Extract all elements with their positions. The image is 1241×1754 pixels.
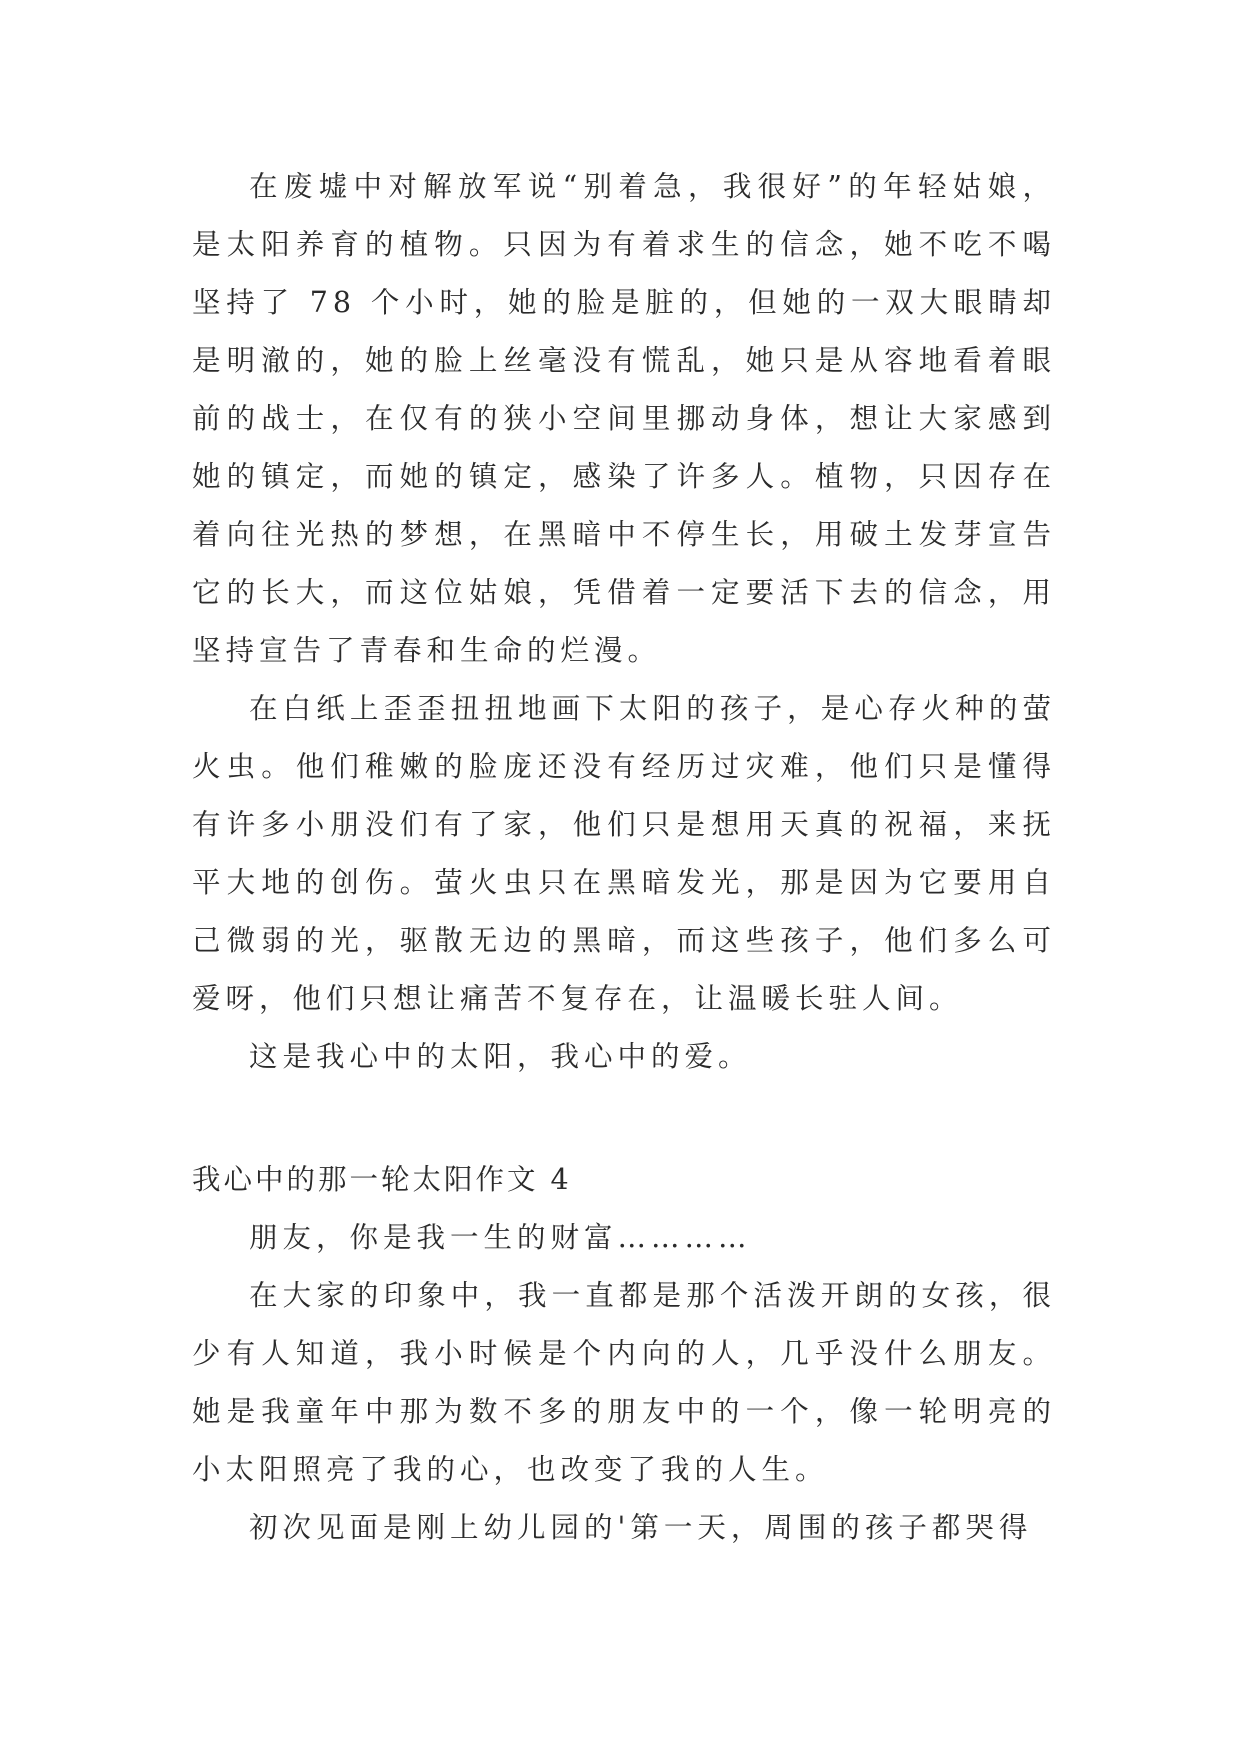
- paragraph-friend-opening: 朋友，你是我一生的财富…………: [249, 1221, 752, 1254]
- paragraph-closing-line: 这是我心中的太阳，我心中的爱。: [249, 1040, 752, 1073]
- paragraph-children-drawings: 在白纸上歪歪扭扭地画下太阳的孩子，是心存火种的萤火虫。他们稚嫩的脸庞还没有经历过灾难，他们只是懂得有许多小朋没们有了家，他们只是想用天真的祝福，来抚平大地的创伤。萤火虫只在黑暗发光，那是因为它要用自己微弱的光，驱散无边的黑暗，而这些孩子，他们多么可爱呀，他们只想让痛苦不复存在，让温暖长驻人间。: [192, 692, 1056, 1015]
- section-title: 我心中的那一轮太阳作文 4: [192, 1163, 572, 1196]
- paragraph-first-meeting: 初次见面是刚上幼儿园的'第一天，周围的孩子都哭得: [249, 1511, 1033, 1544]
- document-body: [192, 158, 1056, 1557]
- paragraph-rescued-girl: 在废墟中对解放军说“别着急，我很好”的年轻姑娘，是太阳养育的植物。只因为有着求生的信念，她不吃不喝坚持了 78 个小时，她的脸是脏的，但她的一双大眼睛却是明澈的，她的脸上丝毫没有慌乱，她只是从容地看着眼前的战士，在仅有的狭小空间里挪动身体，想让大家感到她的镇定，而她的镇定，感染了许多人。植物，只因存在着向往光热的梦想，在黑暗中不停生长，用破土发芽宣告它的长大，而这位姑娘，凭借着一定要活下去的信念，用坚持宣告了青春和生命的烂漫。: [192, 170, 1056, 667]
- paragraph-friend-memory: 在大家的印象中，我一直都是那个活泼开朗的女孩，很少有人知道，我小时候是个内向的人，几乎没什么朋友。她是我童年中那为数不多的朋友中的一个，像一轮明亮的小太阳照亮了我的心，也改变了我的人生。: [192, 1279, 1056, 1486]
